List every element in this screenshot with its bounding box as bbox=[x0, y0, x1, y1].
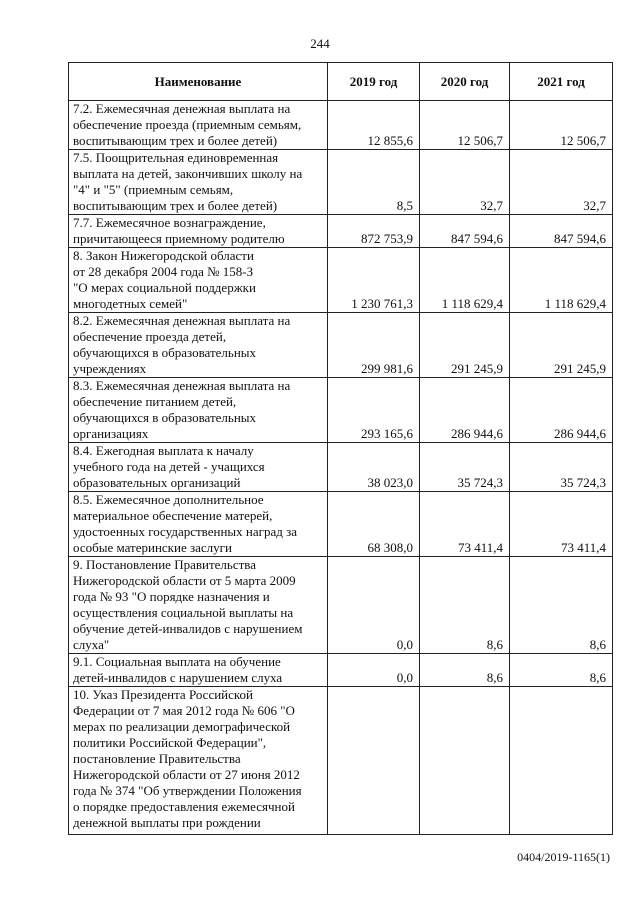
row-value-2019: 68 308,0 bbox=[328, 492, 420, 557]
row-value-2021: 35 724,3 bbox=[510, 443, 613, 492]
row-value-2021: 73 411,4 bbox=[510, 492, 613, 557]
row-value-2021: 847 594,6 bbox=[510, 215, 613, 248]
table-header-row bbox=[69, 63, 613, 101]
row-value-2021: 291 245,9 bbox=[510, 313, 613, 378]
row-value-2020: 12 506,7 bbox=[420, 101, 510, 150]
row-name: 8.5. Ежемесячное дополнительное материальное обеспечение матерей, удостоенных государственных наград за особые материнские заслуги bbox=[69, 492, 328, 557]
table-row bbox=[69, 101, 613, 150]
row-value-2021: 286 944,6 bbox=[510, 378, 613, 443]
row-value-2019: 0,0 bbox=[328, 654, 420, 687]
table-row bbox=[69, 215, 613, 248]
row-value-2020 bbox=[420, 687, 510, 835]
table-row bbox=[69, 313, 613, 378]
row-name: 8.3. Ежемесячная денежная выплата на обеспечение питанием детей, обучающихся в образовательных организациях bbox=[69, 378, 328, 443]
row-name: 9. Постановление Правительства Нижегородской области от 5 марта 2009 года № 93 "О порядке назначения и осуществления социальной выплаты на обучение детей-инвалидов с нарушением слуха" bbox=[69, 557, 328, 654]
header-2019: 2019 год bbox=[328, 63, 420, 101]
budget-table bbox=[68, 62, 613, 835]
table-row bbox=[69, 557, 613, 654]
table-row bbox=[69, 150, 613, 215]
row-name: 8.2. Ежемесячная денежная выплата на обеспечение проезда детей, обучающихся в образовательных учреждениях bbox=[69, 313, 328, 378]
row-value-2021: 32,7 bbox=[510, 150, 613, 215]
row-value-2019: 299 981,6 bbox=[328, 313, 420, 378]
row-value-2019: 38 023,0 bbox=[328, 443, 420, 492]
table-row bbox=[69, 378, 613, 443]
row-name: 7.7. Ежемесячное вознаграждение, причитающееся приемному родителю bbox=[69, 215, 328, 248]
table-row bbox=[69, 492, 613, 557]
row-name: 8.4. Ежегодная выплата к началу учебного года на детей - учащихся образовательных организаций bbox=[69, 443, 328, 492]
page-number: 244 bbox=[310, 36, 330, 51]
row-value-2019: 1 230 761,3 bbox=[328, 248, 420, 313]
row-value-2019: 0,0 bbox=[328, 557, 420, 654]
header-2020: 2020 год bbox=[420, 63, 510, 101]
row-value-2019: 293 165,6 bbox=[328, 378, 420, 443]
row-value-2020: 32,7 bbox=[420, 150, 510, 215]
row-value-2019 bbox=[328, 687, 420, 835]
row-value-2020: 35 724,3 bbox=[420, 443, 510, 492]
row-value-2020: 1 118 629,4 bbox=[420, 248, 510, 313]
row-value-2020: 8,6 bbox=[420, 654, 510, 687]
row-value-2020: 8,6 bbox=[420, 557, 510, 654]
table-row bbox=[69, 443, 613, 492]
row-name: 7.2. Ежемесячная денежная выплата на обеспечение проезда (приемным семьям, воспитывающим трех и более детей) bbox=[69, 101, 328, 150]
row-value-2021: 8,6 bbox=[510, 557, 613, 654]
row-value-2020: 291 245,9 bbox=[420, 313, 510, 378]
header-name: Наименование bbox=[69, 63, 328, 101]
row-name: 7.5. Поощрительная единовременная выплата на детей, закончивших школу на "4" и "5" (приемным семьям, воспитывающим трех и более детей) bbox=[69, 150, 328, 215]
row-value-2021: 8,6 bbox=[510, 654, 613, 687]
table-row bbox=[69, 248, 613, 313]
header-2021: 2021 год bbox=[510, 63, 613, 101]
table-row bbox=[69, 654, 613, 687]
table-row bbox=[69, 687, 613, 835]
row-name: 9.1. Социальная выплата на обучение детей-инвалидов с нарушением слуха bbox=[69, 654, 328, 687]
document-code: 0404/2019-1165(1) bbox=[517, 850, 610, 864]
row-name: 8. Закон Нижегородской области от 28 декабря 2004 года № 158-З "О мерах социальной поддержки многодетных семей" bbox=[69, 248, 328, 313]
row-name: 10. Указ Президента Российской Федерации от 7 мая 2012 года № 606 "О мерах по реализации демографической политики Российской Федерации", постановление Правительства Нижегородской области от 27 июня 2012 года № 374 "Об утверждении Положения о порядке предоставления ежемесячной денежной выплаты при рождении bbox=[69, 687, 328, 835]
row-value-2021: 12 506,7 bbox=[510, 101, 613, 150]
row-value-2021: 1 118 629,4 bbox=[510, 248, 613, 313]
row-value-2019: 12 855,6 bbox=[328, 101, 420, 150]
row-value-2019: 872 753,9 bbox=[328, 215, 420, 248]
row-value-2020: 286 944,6 bbox=[420, 378, 510, 443]
row-value-2020: 847 594,6 bbox=[420, 215, 510, 248]
row-value-2020: 73 411,4 bbox=[420, 492, 510, 557]
row-value-2021 bbox=[510, 687, 613, 835]
row-value-2019: 8,5 bbox=[328, 150, 420, 215]
